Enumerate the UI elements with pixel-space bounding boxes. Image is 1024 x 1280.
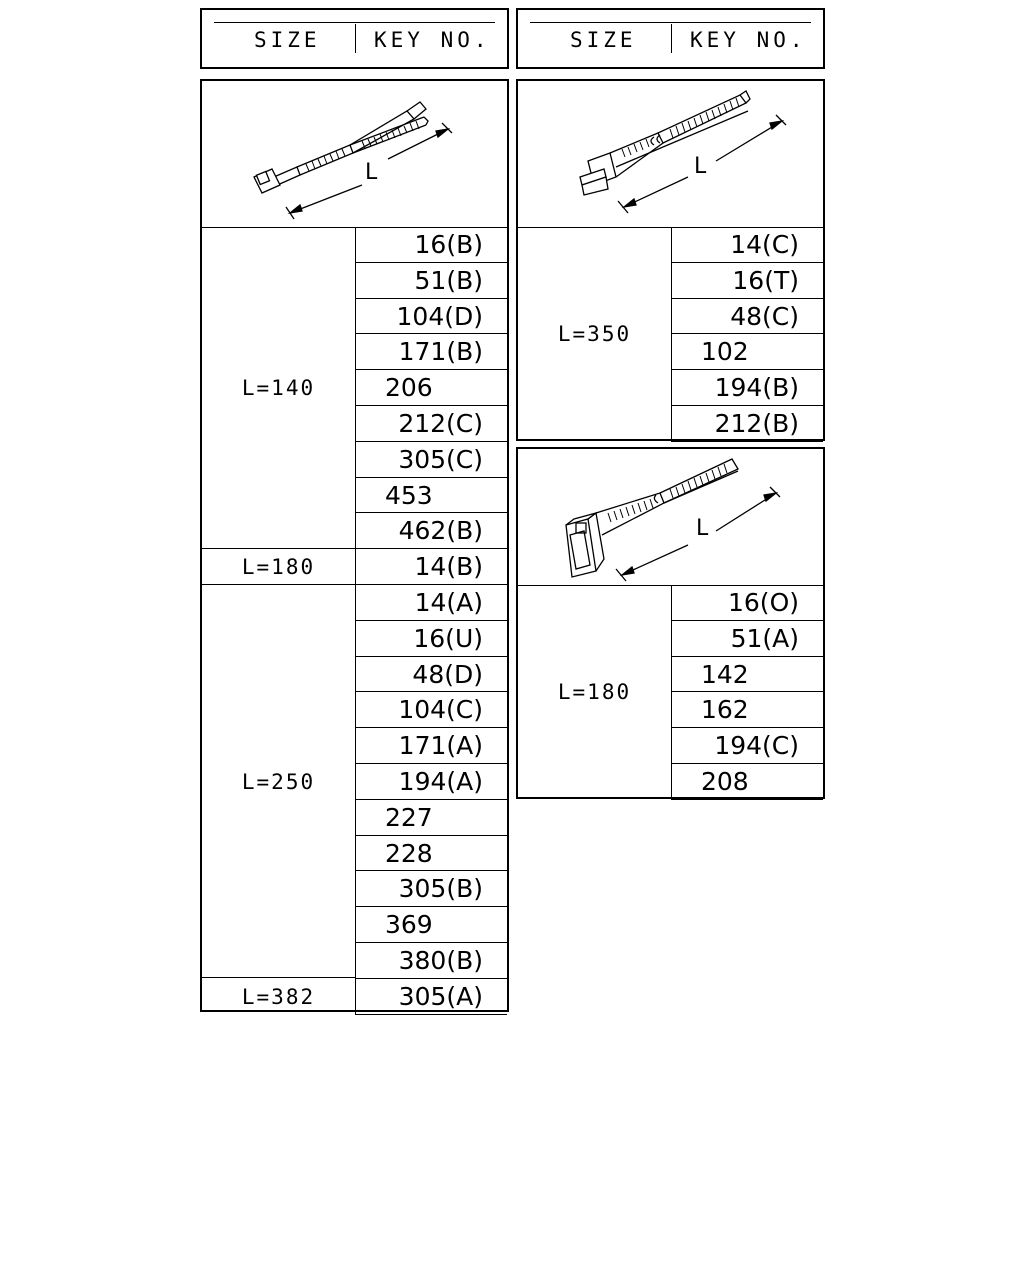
header-divider — [355, 24, 356, 53]
key-number-row — [355, 764, 507, 800]
key-number: 48(C) — [730, 301, 799, 331]
key-number: 14(A) — [414, 588, 483, 617]
key-number: 212(B) — [714, 409, 799, 438]
header-divider — [671, 24, 672, 53]
key-number: 16(U) — [413, 623, 483, 653]
key-no-header: KEY NO. — [374, 28, 491, 52]
key-number-row — [355, 621, 507, 657]
length-label: L — [365, 160, 378, 185]
key-number: 16(B) — [414, 230, 483, 259]
key-number: 51(B) — [414, 265, 483, 295]
key-number-row — [671, 406, 823, 442]
key-number: 380(B) — [398, 946, 483, 975]
key-number: 194(B) — [714, 373, 799, 403]
key-number-row — [671, 227, 823, 263]
size-value: L=350 — [557, 322, 632, 347]
key-number: 171(B) — [398, 337, 483, 367]
key-number-row — [355, 442, 507, 478]
key-number-row — [671, 764, 823, 800]
key-number: 16(O) — [728, 588, 799, 617]
right-parts-table-2 — [516, 447, 825, 799]
key-number-row — [671, 585, 823, 621]
key-number-row — [355, 800, 507, 836]
key-number-row — [355, 299, 507, 335]
key-number: 104(D) — [396, 301, 483, 331]
right-parts-table-1 — [516, 79, 825, 441]
left-header — [200, 8, 509, 69]
key-number-row — [355, 334, 507, 370]
key-number: 171(A) — [398, 731, 483, 761]
key-number-row — [671, 657, 823, 693]
key-number-row — [355, 478, 507, 514]
key-number: 16(T) — [732, 265, 799, 295]
cable-tie-diagram-3 — [518, 449, 823, 585]
left-parts-table — [200, 79, 509, 1012]
key-number-row — [355, 585, 507, 621]
group-separator — [202, 584, 355, 585]
key-number-row — [355, 406, 507, 442]
size-value: L=250 — [241, 769, 316, 794]
key-number: 227 — [385, 802, 433, 832]
key-number: 194(A) — [398, 767, 483, 796]
key-number-row — [671, 334, 823, 370]
key-number-row — [355, 871, 507, 907]
key-number: 462(B) — [398, 516, 483, 546]
key-no-header: KEY NO. — [690, 28, 807, 52]
header-rule — [530, 22, 811, 23]
column-divider — [671, 227, 672, 442]
key-number: 162 — [701, 695, 749, 725]
key-number-row — [671, 692, 823, 728]
size-value: L=140 — [241, 376, 316, 401]
key-number-row — [355, 907, 507, 943]
key-number: 305(B) — [398, 874, 483, 904]
key-number-row — [671, 299, 823, 335]
key-number: 369 — [385, 910, 433, 940]
key-number-row — [671, 728, 823, 764]
key-number: 208 — [701, 767, 749, 796]
key-number: 453 — [385, 480, 433, 510]
right-header — [516, 8, 825, 69]
key-number-row — [671, 263, 823, 299]
key-number-row — [355, 979, 507, 1015]
size-header: SIZE — [254, 28, 321, 52]
key-number-row — [355, 943, 507, 979]
header-rule — [214, 22, 495, 23]
group-separator — [202, 977, 355, 978]
key-number: 212(C) — [398, 409, 483, 438]
length-label: L — [696, 516, 709, 541]
key-number-row — [355, 836, 507, 872]
size-header: SIZE — [570, 28, 637, 52]
column-divider — [671, 585, 672, 800]
group-separator — [202, 548, 355, 549]
key-number-row — [355, 728, 507, 764]
size-value: L=382 — [241, 984, 316, 1009]
key-number-row — [671, 621, 823, 657]
key-number: 142 — [701, 659, 749, 689]
key-number-row — [355, 227, 507, 263]
key-number: 48(D) — [412, 659, 483, 689]
key-number-row — [355, 370, 507, 406]
cable-tie-diagram-2 — [518, 81, 823, 227]
key-number-row — [355, 692, 507, 728]
key-number: 104(C) — [398, 695, 483, 725]
key-number-row — [355, 513, 507, 549]
key-number: 14(B) — [414, 552, 483, 582]
key-number: 14(C) — [730, 230, 799, 259]
key-number: 206 — [385, 373, 433, 403]
key-number-row — [355, 263, 507, 299]
size-value: L=180 — [557, 680, 632, 705]
size-value: L=180 — [241, 555, 316, 580]
key-number-row — [355, 657, 507, 693]
cable-tie-diagram-1 — [202, 81, 507, 227]
key-number: 305(A) — [398, 981, 483, 1011]
key-number: 194(C) — [714, 731, 799, 761]
key-number-row — [355, 549, 507, 585]
key-number: 228 — [385, 838, 433, 868]
length-label: L — [694, 154, 707, 179]
key-number: 305(C) — [398, 444, 483, 474]
key-number: 102 — [701, 337, 749, 367]
key-number: 51(A) — [730, 623, 799, 653]
key-number-row — [671, 370, 823, 406]
column-divider — [355, 227, 356, 1015]
